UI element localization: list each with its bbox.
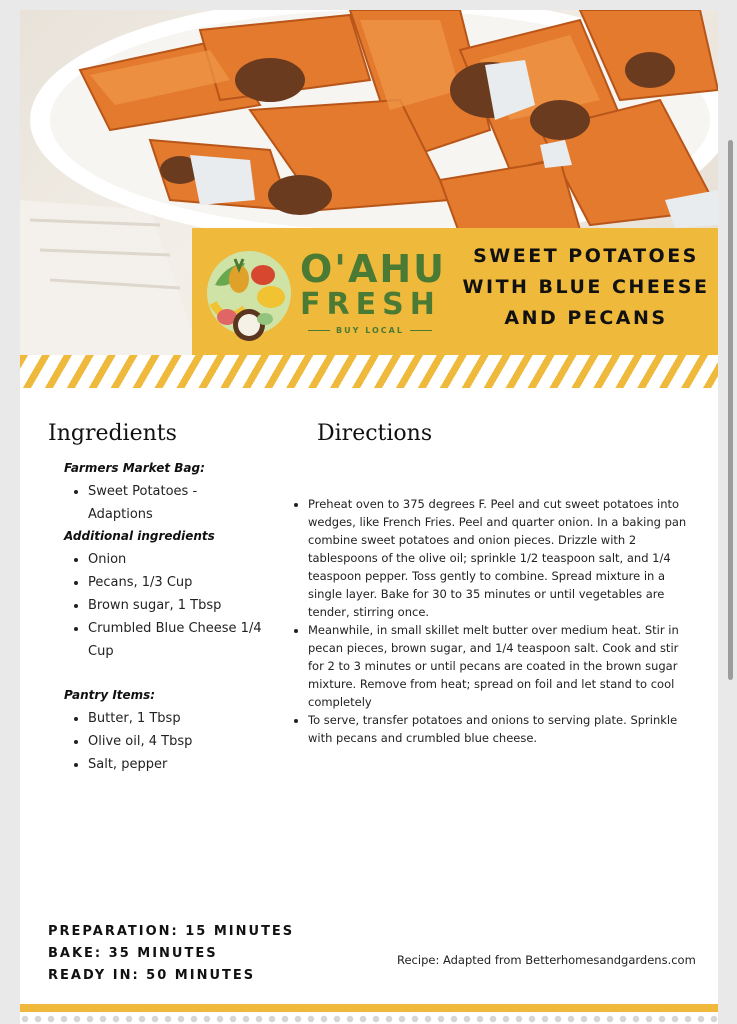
market-bag-list bbox=[74, 480, 264, 526]
list-item: Brown sugar, 1 Tbsp bbox=[74, 594, 264, 617]
additional-ingredients-heading: Additional ingredients bbox=[64, 529, 215, 543]
title-line: AND PECANS bbox=[504, 307, 668, 329]
market-bag-heading: Farmers Market Bag: bbox=[64, 461, 205, 475]
direction-step: Preheat oven to 375 degrees F. Peel and cut sweet potatoes into wedges, like French Fries. Peel and quarter onion. In a baking pan combine sweet potatoes and onion pieces. Drizzle with 2 tablespoons of the olive oil; sprinkle 1/2 teaspoon salt, and 1/4 teaspoon pepper. Toss gently to combine. Spread mixture in a single layer. Bake for 30 to 35 minutes or until vegetables are tender, stirring once. bbox=[292, 495, 692, 621]
fruit-logo-icon bbox=[205, 245, 293, 341]
directions-list bbox=[292, 495, 692, 747]
recipe-title bbox=[457, 241, 715, 334]
bottom-accent-bar bbox=[20, 1004, 718, 1012]
direction-step: Meanwhile, in small skillet melt butter over medium heat. Stir in pecan pieces, brown sugar, and 1/4 teaspoon salt. Cook and stir for 2 to 3 minutes or until pecans are coated in the brown sugar mixture. Remove from heat; spread on foil and let stand to cool completely bbox=[292, 621, 692, 711]
ingredients-heading: Ingredients bbox=[48, 421, 177, 446]
recipe-credit: Recipe: Adapted from Betterhomesandgardens.com bbox=[397, 953, 696, 967]
recipe-card bbox=[20, 10, 718, 1024]
brand-tagline: BUY LOCAL bbox=[300, 326, 440, 335]
additional-ingredients-list bbox=[74, 548, 264, 663]
list-item: Salt, pepper bbox=[74, 753, 264, 776]
timing-info bbox=[48, 921, 294, 987]
pantry-items-heading: Pantry Items: bbox=[64, 688, 156, 702]
list-item: Butter, 1 Tbsp bbox=[74, 707, 264, 730]
bake-time: BAKE: 35 MINUTES bbox=[48, 946, 218, 961]
title-line: WITH BLUE CHEESE bbox=[462, 276, 710, 298]
preparation-time: PREPARATION: 15 MINUTES bbox=[48, 924, 295, 939]
brand-line-2: FRESH bbox=[300, 287, 441, 322]
directions-heading: Directions bbox=[317, 421, 433, 446]
title-line: SWEET POTATOES bbox=[473, 245, 699, 267]
list-item: Pecans, 1/3 Cup bbox=[74, 571, 264, 594]
list-item: Crumbled Blue Cheese 1/4 Cup bbox=[74, 617, 264, 663]
pantry-items-list bbox=[74, 707, 264, 776]
title-banner bbox=[192, 228, 718, 355]
scrollbar[interactable] bbox=[728, 140, 733, 680]
direction-step: To serve, transfer potatoes and onions to serving plate. Sprinkle with pecans and crumbled blue cheese. bbox=[292, 711, 692, 747]
ready-time: READY IN: 50 MINUTES bbox=[48, 968, 256, 983]
list-item: Olive oil, 4 Tbsp bbox=[74, 730, 264, 753]
brand-line-1: O'AHU bbox=[300, 247, 447, 291]
list-item: Sweet Potatoes - Adaptions bbox=[74, 480, 264, 526]
brand-logo-text bbox=[300, 247, 447, 335]
stripe-divider bbox=[20, 355, 718, 388]
bottom-scallop-border bbox=[20, 1014, 718, 1024]
list-item: Onion bbox=[74, 548, 264, 571]
